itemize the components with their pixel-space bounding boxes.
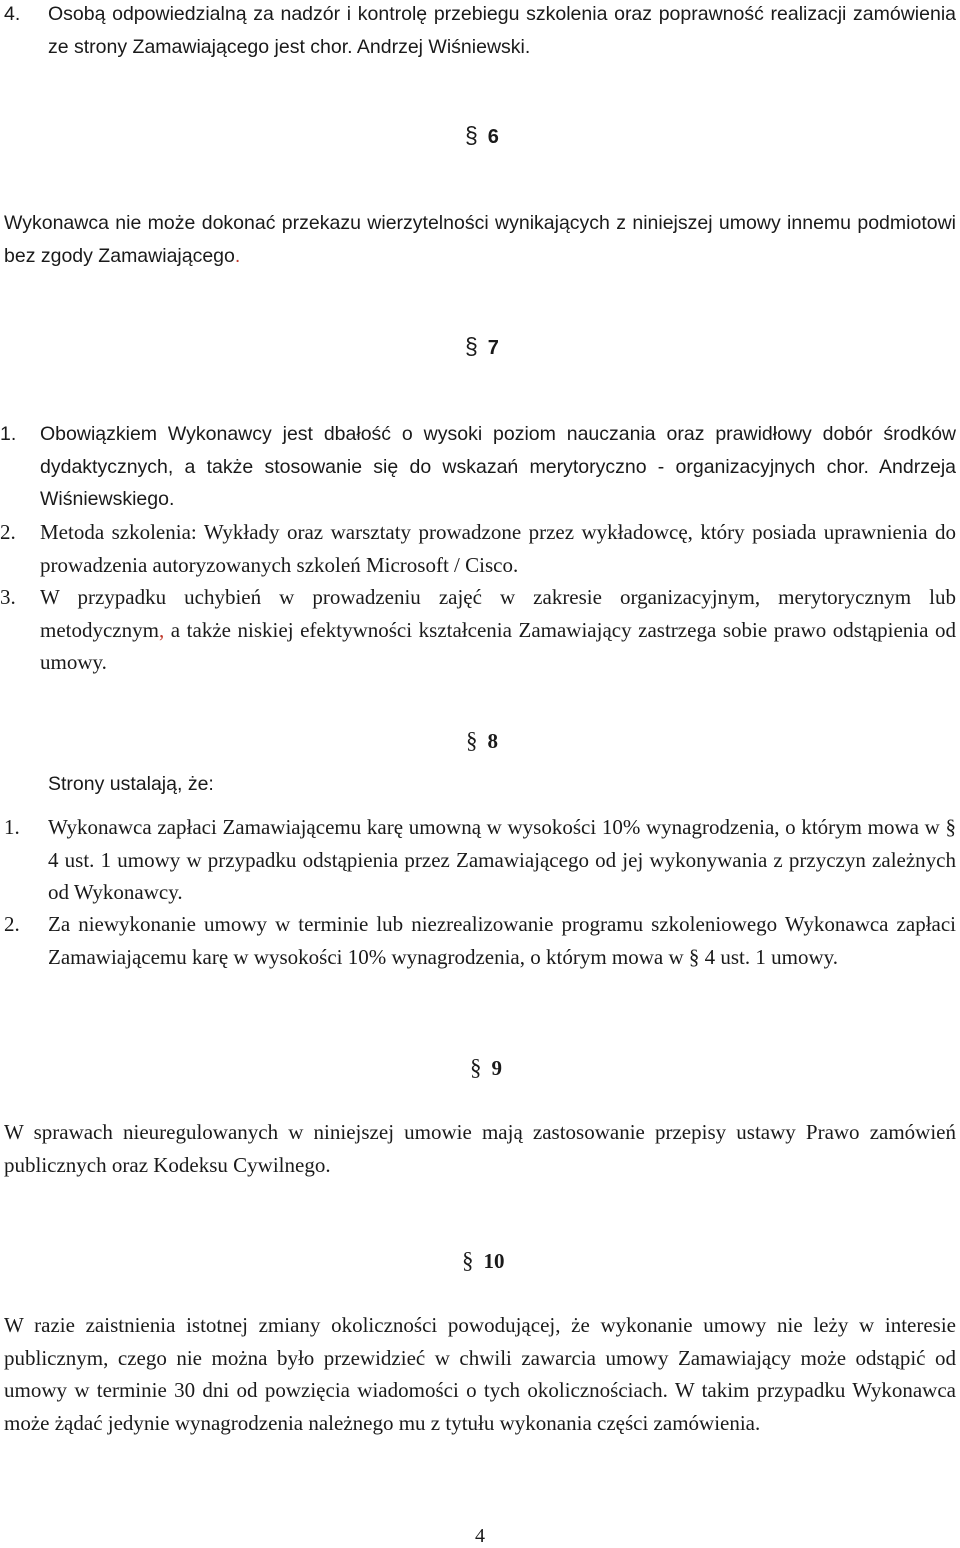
- list-item-text: Obowiązkiem Wykonawcy jest dbałość o wysoki poziom nauczania oraz prawidłowy dobór środków dydaktycznych, a także stosowanie się do wskazań merytoryczno - organizacyjnych chor. Andrzeja Wiśniewskiego.: [40, 423, 956, 510]
- list-item-number: 2.: [4, 912, 20, 936]
- list-item-text: Za niewykonanie umowy w terminie lub niezrealizowanie programu szkoleniowego Wykonawca zapłaci Zamawiającemu karę w wysokości 10% wynagrodzenia, o którym mowa w § 4 ust. 1 umowy.: [48, 912, 956, 969]
- list-item-text: Metoda szkolenia: Wykłady oraz warsztaty prowadzone przez wykładowcę, który posiada uprawnienia do prowadzenia autoryzowanych szkoleń Microsoft / Cisco.: [40, 520, 956, 577]
- section-8-item-1: [4, 811, 956, 909]
- list-item-4: [4, 0, 956, 63]
- section-heading-6: [465, 121, 499, 151]
- section-8-intro: [48, 768, 648, 801]
- section-sign: §: [462, 1248, 474, 1273]
- list-item-number: 3.: [0, 585, 16, 609]
- section-sign: §: [465, 122, 478, 148]
- section-number: 7: [487, 337, 499, 359]
- section-heading-10: [462, 1247, 505, 1275]
- section-9-paragraph: [4, 1116, 956, 1181]
- section-7-item-3: [0, 581, 956, 679]
- section-sign: §: [466, 728, 478, 753]
- paragraph-period: .: [234, 244, 241, 267]
- section-number: 9: [491, 1056, 502, 1080]
- section-number: 10: [483, 1249, 505, 1273]
- section-heading-7: [465, 332, 499, 362]
- section-6-paragraph: [4, 207, 956, 272]
- section-heading-9: [470, 1054, 502, 1082]
- list-item-text-continued: a także niskiej efektywności kształcenia Zamawiający zastrzega sobie prawo odstąpienia od umowy.: [40, 617, 956, 674]
- section-7-item-2: [0, 516, 956, 581]
- section-heading-8: [466, 727, 498, 755]
- paragraph-text: W razie zaistnienia istotnej zmiany okoliczności powodującej, że wykonanie umowy nie leży w interesie publicznym, czego nie można było przewidzieć w chwili zawarcia umowy Zamawiający może odstąpić od umowy w terminie 30 dni od powzięcia wiadomości o tych okolicznościach. W takim przypadku Wykonawca może żądać jedynie wynagrodzenia należnego mu z tytułu wykonania części zamówienia.: [4, 1313, 956, 1435]
- section-10-paragraph: [4, 1309, 956, 1439]
- list-item-text: Osobą odpowiedzialną za nadzór i kontrolę przebiegu szkolenia oraz poprawność realizacji zamówienia ze strony Zamawiającego jest chor. Andrzej Wiśniewski.: [48, 3, 956, 58]
- list-item-comma: ,: [158, 617, 165, 642]
- list-item-number: 4.: [4, 3, 21, 25]
- intro-text: Strony ustalają, że:: [48, 773, 214, 795]
- section-number: 6: [487, 126, 499, 148]
- list-item-number: 2.: [0, 520, 16, 544]
- list-item-number: 1.: [0, 423, 17, 445]
- paragraph-text: Wykonawca nie może dokonać przekazu wierzytelności wynikających z niniejszej umowy innemu podmiotowi bez zgody Zamawiającego: [4, 212, 956, 267]
- section-sign: §: [465, 333, 478, 359]
- page-number: 4: [475, 1525, 485, 1547]
- section-8-item-2: [4, 908, 956, 973]
- list-item-number: 1.: [4, 815, 20, 839]
- section-sign: §: [470, 1055, 482, 1080]
- paragraph-text: W sprawach nieuregulowanych w niniejszej umowie mają zastosowanie przepisy ustawy Prawo zamówień publicznych oraz Kodeksu Cywilnego.: [4, 1120, 956, 1177]
- list-item-text: Wykonawca zapłaci Zamawiającemu karę umowną w wysokości 10% wynagrodzenia, o którym mowa w § 4 ust. 1 umowy w przypadku odstąpienia przez Zamawiającego od jej wykonywania z przyczyn zależnych od Wykonawcy.: [48, 815, 956, 904]
- section-number: 8: [487, 729, 498, 753]
- section-7-item-1: [0, 418, 956, 516]
- list-item-text: W przypadku uchybień w prowadzeniu zajęć w zakresie organizacyjnym, merytorycznym lub metodycznym: [40, 585, 956, 642]
